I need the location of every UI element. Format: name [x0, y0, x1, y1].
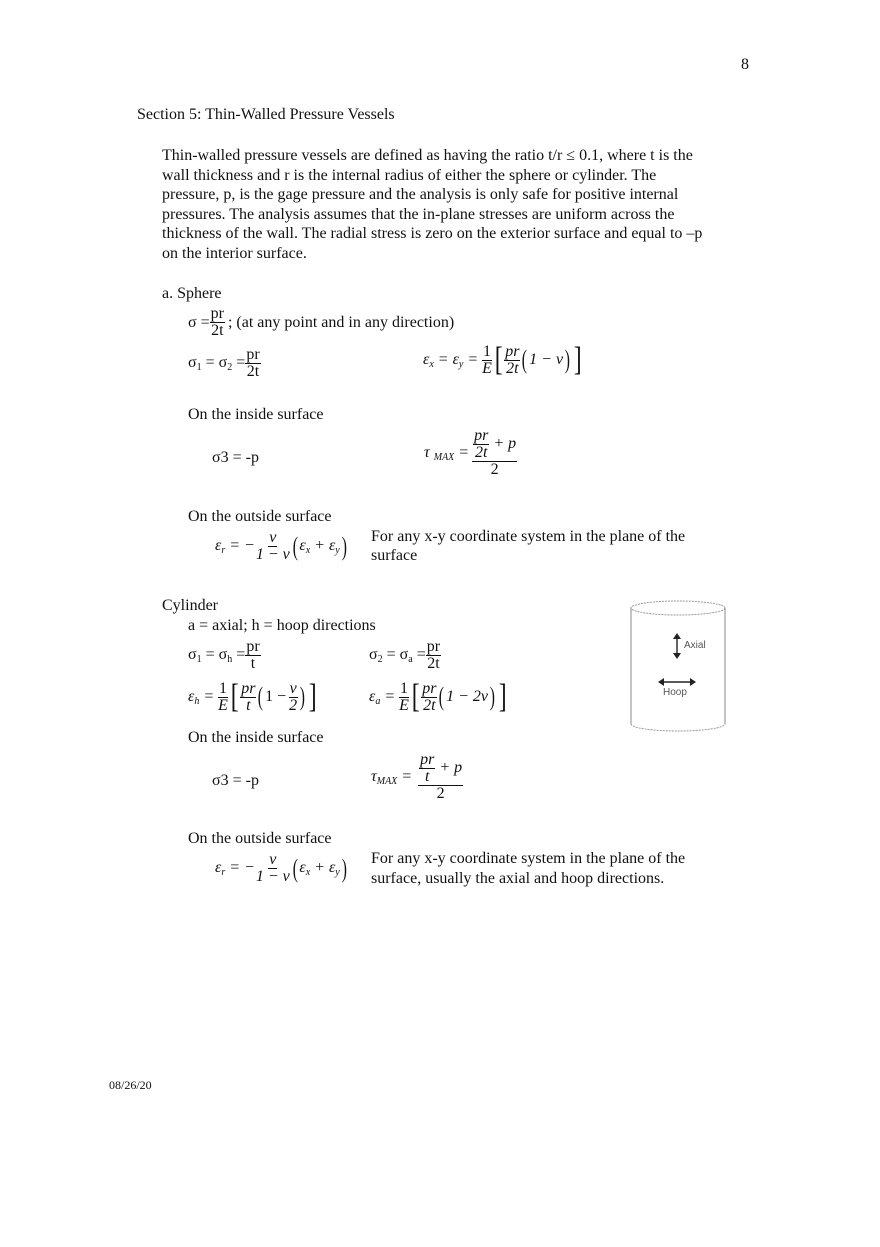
fraction-denominator: 2 — [490, 461, 499, 478]
cylinder-axial-strain-equation — [369, 680, 508, 714]
fraction-denominator: 2t — [211, 322, 224, 339]
fraction-denominator: 2t — [423, 696, 436, 714]
pr-over-2t-fraction — [210, 306, 225, 339]
one-over-E-fraction — [398, 681, 410, 714]
pr-over-2t-fraction — [426, 639, 441, 672]
pr-over-2t-fraction — [421, 681, 437, 714]
axial-label: Axial — [684, 640, 706, 651]
pr-over-t-fraction — [240, 681, 256, 714]
left-paren: ( — [522, 345, 528, 374]
one-over-E-fraction — [217, 681, 229, 714]
fraction-denominator: E — [218, 696, 228, 714]
fraction-denominator: 2t — [427, 655, 440, 672]
right-paren: ) — [564, 345, 570, 374]
sphere-sigma3: σ3 = -p — [212, 449, 259, 466]
fraction-numerator: pr — [210, 305, 224, 322]
fraction-denominator: 2 — [436, 785, 445, 802]
radial-strain-lhs: $\varepsilon_r$ = − — [215, 537, 255, 556]
sphere-outside-note-line2: surface — [371, 547, 418, 564]
strain-sum: $\varepsilon_x + \varepsilon_y$ — [299, 859, 340, 878]
cylinder-drawing — [628, 598, 728, 734]
pr-over-2t-fraction — [245, 347, 260, 380]
left-paren: ( — [292, 531, 298, 561]
right-paren: ) — [299, 682, 306, 711]
fraction-numerator: ν — [269, 529, 277, 546]
right-paren: ) — [489, 682, 495, 711]
tau-max-lhs: τ $_{MAX}$ = — [424, 443, 470, 463]
tau-max-numerator: $\frac{pr}{2t}$ + p — [474, 427, 517, 461]
left-paren: ( — [439, 682, 445, 711]
fraction-denominator: 2t — [474, 444, 488, 461]
sphere-outside-note-line1: For any x-y coordinate system in the plane of the — [371, 528, 686, 545]
sphere-strain-equation — [423, 343, 583, 377]
right-paren: ) — [341, 531, 347, 561]
nu-over-two-fraction — [288, 681, 298, 714]
hoop-strain-lhs: $\varepsilon_h$ = — [188, 687, 215, 707]
axial-strain-lhs: $\varepsilon_a$ = — [369, 687, 396, 707]
cylinder-axial-stress-equation — [369, 639, 441, 672]
strain-lhs: $\varepsilon_x = \varepsilon_y$ = — [423, 350, 479, 370]
fraction-denominator: t — [250, 655, 256, 672]
hoop-label: Hoop — [663, 687, 687, 698]
footer-date: 08/26/20 — [109, 1078, 152, 1092]
cylinder-hoop-strain-equation — [188, 680, 318, 714]
tau-max-numerator: $\frac{pr}{t}$ + p — [420, 751, 463, 785]
cylinder-outside-note-line2: surface, usually the axial and hoop directions. — [371, 870, 665, 887]
pressure-symbol: p — [508, 435, 517, 453]
sphere-sigma-equation — [188, 306, 454, 339]
fraction-numerator: pr — [420, 751, 435, 768]
cylinder-heading: Cylinder — [162, 597, 218, 614]
cylinder-radial-strain-equation — [215, 852, 348, 885]
fraction-denominator: t — [246, 696, 251, 714]
cylinder-tau-max-equation — [371, 752, 463, 802]
right-bracket: ] — [308, 678, 317, 715]
sphere-sigma12-equation — [188, 347, 261, 380]
fraction-denominator: 1 − ν — [255, 868, 290, 885]
cylinder-sigma3: σ3 = -p — [212, 772, 259, 789]
cylinder-outside-note-line1: For any x-y coordinate system in the plane of the — [371, 850, 686, 867]
right-bracket: ] — [573, 341, 582, 378]
sphere-outside-heading: On the outside surface — [188, 508, 332, 525]
sphere-inside-heading: On the inside surface — [188, 406, 324, 423]
fraction-denominator: 2t — [246, 363, 260, 380]
left-bracket: [ — [230, 678, 239, 715]
fraction-denominator: E — [482, 359, 492, 377]
sigma12-lhs: $\sigma_1 = \sigma_2$ = — [188, 354, 246, 373]
sphere-heading: a. Sphere — [162, 285, 222, 302]
nu-fraction — [255, 530, 291, 563]
fraction-numerator: 1 — [400, 679, 408, 697]
cylinder-directions: a = axial; h = hoop directions — [188, 617, 376, 634]
left-bracket: [ — [411, 678, 420, 715]
radial-strain-lhs: $\varepsilon_r$ = − — [215, 859, 255, 878]
one-symbol: 1 − — [265, 688, 287, 705]
axial-stress-lhs: $\sigma_2 = \sigma_a$ = — [369, 646, 426, 665]
fraction-numerator: pr — [474, 427, 489, 444]
fraction-denominator: t — [424, 768, 430, 785]
tau-max-fraction — [418, 752, 463, 802]
fraction-denominator: 2t — [506, 359, 519, 377]
cylinder-inside-heading: On the inside surface — [188, 729, 324, 746]
fraction-numerator: pr — [246, 638, 260, 655]
fraction-numerator: 1 — [483, 342, 492, 360]
page-number: 8 — [741, 56, 749, 73]
sigma-symbol: σ = — [188, 313, 210, 331]
right-bracket: ] — [498, 678, 507, 715]
tau-max-lhs: $\tau_{MAX}$ = — [371, 767, 413, 787]
sphere-radial-strain-equation — [215, 530, 348, 563]
fraction-numerator: pr — [422, 679, 437, 697]
fraction-numerator: pr — [246, 346, 260, 363]
left-paren: ( — [258, 682, 264, 711]
strain-sum: $\varepsilon_x + \varepsilon_y$ — [299, 537, 340, 556]
fraction-numerator: ν — [269, 851, 277, 868]
intro-paragraph: Thin-walled pressure vessels are defined as having the ratio t/r ≤ 0.1, where t is the wall thickness and r is the internal radius of either the sphere or cylinder. The pressure, p, is the gage pressure and the analysis is only safe for positive internal pressures. The analysis assumes that the in-plane stresses are uniform across the thickness of the wall. The radial stress is zero on the exterior surface and equal to –p on the interior surface. — [162, 147, 703, 262]
right-paren: ) — [341, 853, 347, 883]
fraction-denominator: E — [399, 696, 409, 714]
fraction-denominator: 2 — [289, 696, 298, 714]
section-title: Section 5: Thin-Walled Pressure Vessels — [137, 106, 395, 123]
pr-over-2t-fraction — [504, 344, 520, 377]
sphere-sigma-note: ; (at any point and in any direction) — [227, 313, 455, 331]
fraction-numerator: pr — [241, 679, 256, 697]
pr-over-t-fraction — [419, 752, 435, 785]
one-minus-nu: 1 − ν — [529, 351, 564, 368]
fraction-numerator: pr — [426, 638, 441, 655]
one-minus-two-nu: 1 − 2ν — [446, 688, 489, 705]
fraction-numerator: 1 — [219, 679, 227, 697]
sphere-tau-max-equation — [424, 428, 517, 478]
nu-fraction — [255, 852, 291, 885]
fraction-denominator: 1 − ν — [255, 546, 290, 563]
cylinder-hoop-stress-equation — [188, 639, 261, 672]
tau-max-fraction — [472, 428, 517, 478]
hoop-stress-lhs: $\sigma_1 = \sigma_h$ = — [188, 646, 246, 665]
pr-over-t-fraction — [245, 639, 260, 672]
fraction-numerator: pr — [505, 342, 520, 360]
left-bracket: [ — [494, 341, 503, 378]
cylinder-outside-heading: On the outside surface — [188, 830, 332, 847]
pressure-symbol: p — [454, 759, 463, 777]
cylinder-figure — [628, 598, 728, 734]
left-paren: ( — [292, 853, 298, 883]
fraction-numerator: ν — [289, 679, 297, 697]
one-over-E-fraction — [481, 344, 493, 377]
pr-over-2t-fraction — [473, 428, 489, 461]
